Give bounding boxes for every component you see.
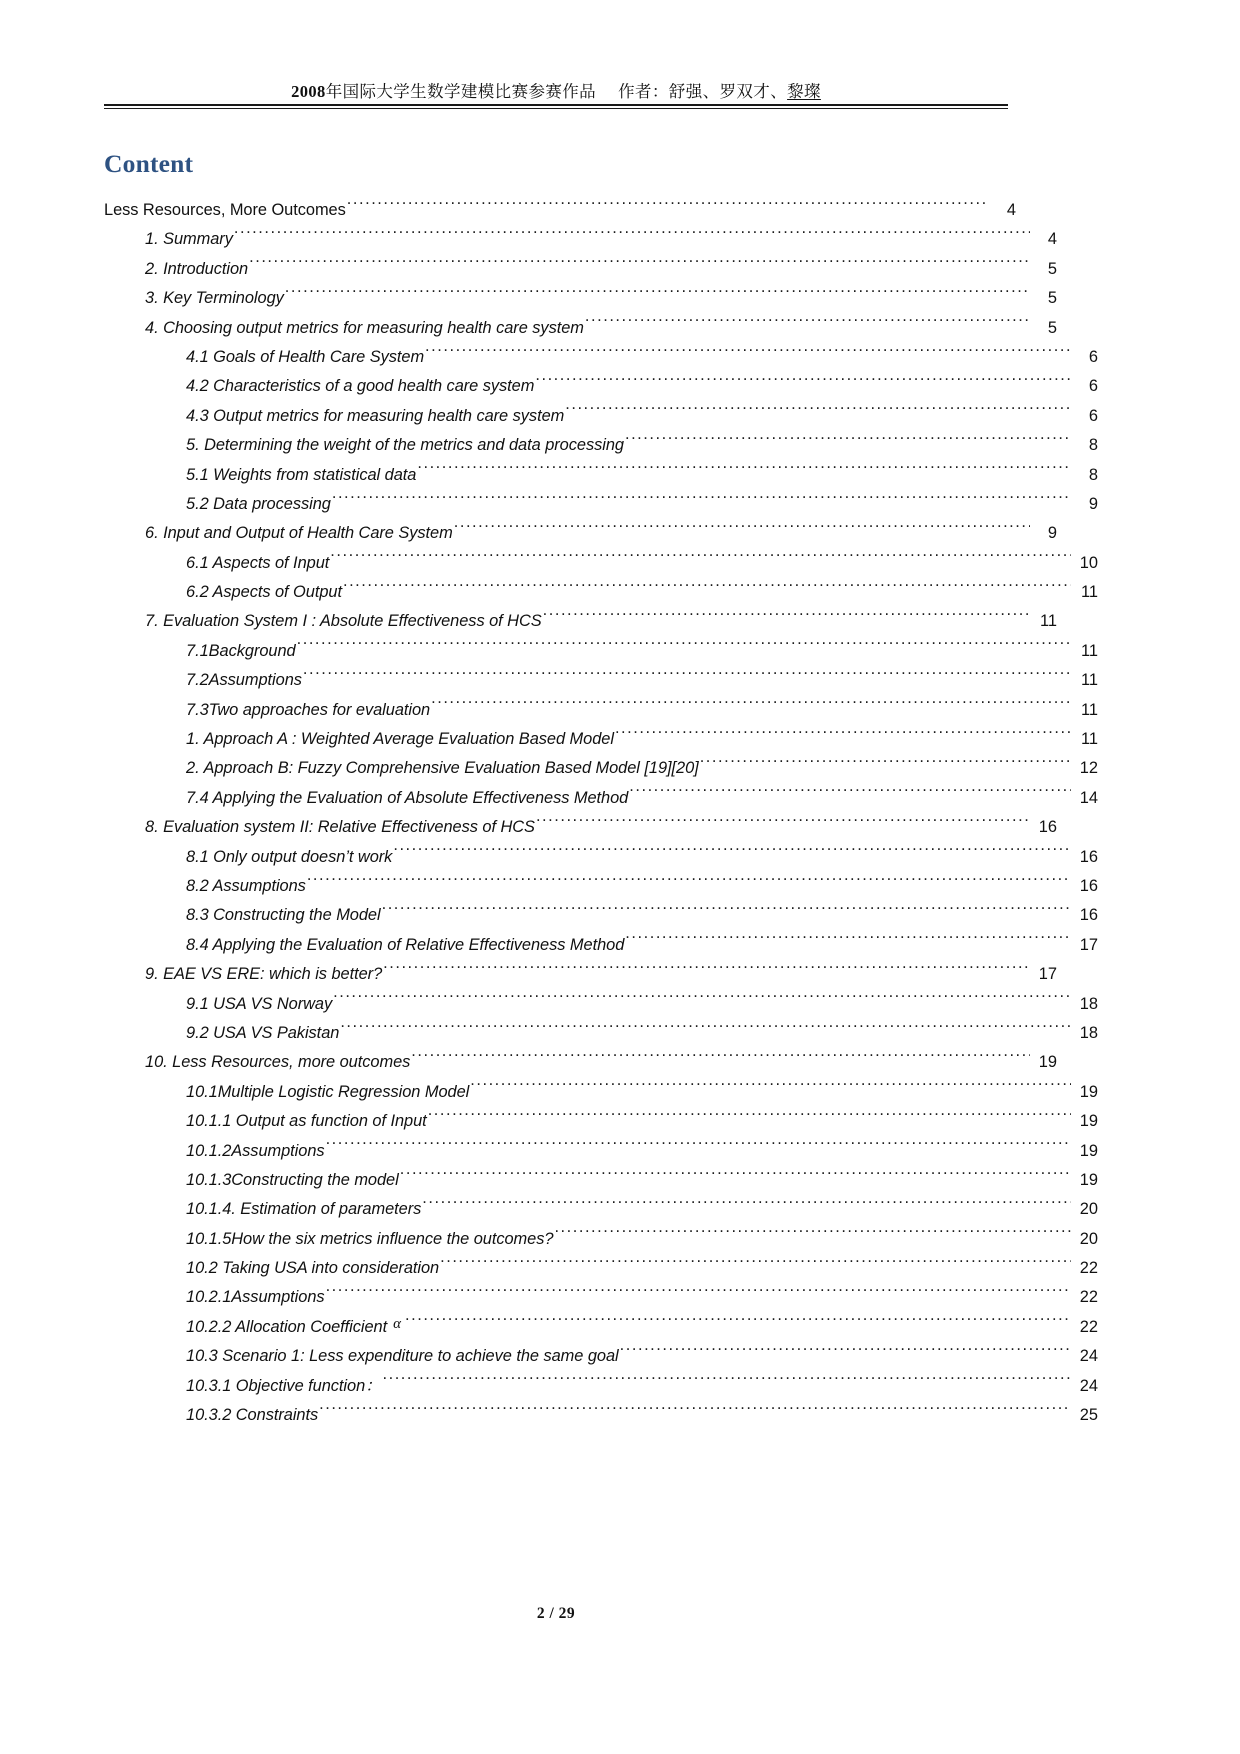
toc-entry-label: 5.1 Weights from statistical data [186, 465, 417, 484]
toc-entry-label: 10.2.1Assumptions [186, 1288, 325, 1307]
toc-entry-page-number: 17 [1038, 965, 1057, 984]
header-year: 2008 [291, 82, 326, 101]
toc-entry-label: 10.1.2Assumptions [186, 1141, 325, 1160]
toc-entry-label: 8.3 Constructing the Model [186, 906, 381, 925]
toc-entry-page-number: 14 [1079, 788, 1098, 807]
dot-leader [332, 493, 1071, 509]
toc-entry-page-number: 22 [1079, 1288, 1098, 1307]
dot-leader [543, 610, 1030, 626]
toc-entry-page-number: 9 [1088, 494, 1098, 513]
dot-leader [340, 1022, 1071, 1038]
toc-entry-label: 10.2 Taking USA into consideration [186, 1259, 440, 1278]
toc-entry[interactable] [104, 960, 1057, 989]
toc-entry-label: 7.3Two approaches for evaluation [186, 700, 431, 719]
toc-entry-label: 9.2 USA VS Pakistan [186, 1023, 340, 1042]
dot-leader [536, 816, 1030, 832]
toc-entry[interactable] [104, 431, 1098, 460]
toc-entry-page-number: 24 [1079, 1347, 1098, 1366]
dot-leader [249, 257, 1030, 273]
dot-leader [382, 904, 1071, 920]
toc-entry[interactable] [104, 901, 1098, 930]
toc-entry-page-number: 9 [1047, 524, 1057, 543]
toc-entry-page-number: 11 [1039, 612, 1057, 631]
toc-entry-label: 10. Less Resources, more outcomes [145, 1053, 411, 1072]
dot-leader [400, 1169, 1071, 1185]
toc-entry-label: 7. Evaluation System I : Absolute Effectiveness of HCS [145, 612, 542, 631]
toc-entry[interactable] [104, 519, 1057, 548]
header-divider [104, 104, 1008, 109]
toc-entry[interactable] [104, 1019, 1098, 1048]
toc-entry-page-number: 5 [1047, 289, 1057, 308]
toc-entry-page-number: 16 [1079, 906, 1098, 925]
toc-entry[interactable] [104, 1313, 1098, 1342]
toc-entry-label: 8.4 Applying the Evaluation of Relative Effectiveness Method [186, 935, 625, 954]
toc-entry-page-number: 12 [1079, 759, 1098, 778]
toc-entry-page-number: 5 [1047, 318, 1057, 337]
toc-entry-label: 10.1Multiple Logistic Regression Model [186, 1082, 470, 1101]
toc-entry[interactable] [104, 461, 1098, 490]
toc-entry-page-number: 6 [1088, 377, 1098, 396]
toc-entry[interactable] [104, 1401, 1098, 1430]
toc-entry-label: 5.2 Data processing [186, 494, 331, 513]
dot-leader [625, 933, 1071, 949]
toc-entry-page-number: 17 [1079, 935, 1098, 954]
dot-leader [629, 786, 1071, 802]
toc-entry-label: 8.2 Assumptions [186, 876, 306, 895]
toc-entry-page-number: 11 [1080, 641, 1098, 660]
dot-leader [326, 1139, 1071, 1155]
dot-leader [585, 316, 1030, 332]
toc-entry-page-number: 20 [1079, 1200, 1098, 1219]
dot-leader [700, 757, 1071, 773]
dot-leader [234, 228, 1030, 244]
toc-entry[interactable] [104, 637, 1098, 666]
toc-entry-page-number: 18 [1079, 994, 1098, 1013]
toc-entry-label: 10.1.3Constructing the model [186, 1170, 399, 1189]
header-author-last: 黎璨 [787, 82, 821, 101]
toc-entry-label: 3. Key Terminology [145, 289, 284, 308]
header-title-cn: 年国际大学生数学建模比赛参赛作品 [325, 82, 597, 101]
dot-leader [343, 581, 1071, 597]
toc-entry-page-number: 18 [1079, 1023, 1098, 1042]
dot-leader [319, 1404, 1071, 1420]
toc-entry[interactable] [104, 1225, 1098, 1254]
dot-leader [422, 1198, 1071, 1214]
dot-leader [393, 845, 1071, 861]
toc-entry-page-number: 20 [1079, 1229, 1098, 1248]
toc-entry-page-number: 16 [1079, 847, 1098, 866]
toc-entry[interactable] [104, 990, 1098, 1019]
toc-entry-page-number: 16 [1038, 818, 1057, 837]
toc-entry-label: 10.1.1 Output as function of Input [186, 1112, 427, 1131]
toc-entry[interactable] [104, 696, 1098, 725]
dot-leader [307, 875, 1071, 891]
toc-entry-label: 4.2 Characteristics of a good health care system [186, 377, 535, 396]
dot-leader [620, 1345, 1071, 1361]
toc-entry[interactable] [104, 1048, 1057, 1077]
toc-entry-page-number: 8 [1088, 436, 1098, 455]
dot-leader [440, 1257, 1071, 1273]
toc-entry-label: 6. Input and Output of Health Care System [145, 524, 453, 543]
toc-entry-page-number: 19 [1079, 1141, 1098, 1160]
toc-entry-label: 10.2.2 Allocation Coefficient [186, 1317, 388, 1336]
toc-entry-page-number: 19 [1079, 1170, 1098, 1189]
toc-entry-page-number: 5 [1047, 259, 1057, 278]
table-of-contents [104, 196, 1098, 1430]
toc-entry-page-number: 19 [1079, 1082, 1098, 1101]
dot-leader [411, 1051, 1030, 1067]
toc-entry-page-number: 11 [1080, 583, 1098, 602]
dot-leader [405, 1315, 1071, 1331]
toc-entry-label: 6.1 Aspects of Input [186, 553, 330, 572]
dot-leader [428, 1110, 1071, 1126]
dot-leader [615, 728, 1071, 744]
toc-entry-label: 9.1 USA VS Norway [186, 994, 333, 1013]
dot-leader [425, 346, 1071, 362]
toc-entry[interactable] [104, 1254, 1098, 1283]
toc-entry[interactable] [104, 931, 1098, 960]
toc-entry-label: 10.3.2 Constraints [186, 1406, 319, 1425]
toc-entry[interactable] [104, 255, 1057, 284]
toc-entry-label: 2. Approach B: Fuzzy Comprehensive Evaluation Based Model [19][20] [186, 759, 699, 778]
toc-entry-page-number: 22 [1079, 1317, 1098, 1336]
toc-entry-page-number: 4 [1047, 230, 1057, 249]
toc-entry-page-number: 16 [1079, 876, 1098, 895]
dot-leader [431, 698, 1071, 714]
toc-entry[interactable] [104, 314, 1057, 343]
toc-entry[interactable] [104, 196, 1016, 225]
toc-entry-page-number: 11 [1080, 730, 1098, 749]
toc-entry-label: 2. Introduction [145, 259, 249, 278]
toc-entry-page-number: 19 [1038, 1053, 1057, 1072]
toc-entry[interactable] [104, 1195, 1098, 1224]
toc-entry[interactable] [104, 666, 1098, 695]
alpha-symbol: α [393, 1315, 402, 1332]
toc-entry[interactable] [104, 549, 1098, 578]
toc-entry[interactable] [104, 872, 1098, 901]
toc-entry-label: 7.2Assumptions [186, 671, 302, 690]
toc-entry[interactable] [104, 284, 1057, 313]
dot-leader [326, 1286, 1071, 1302]
toc-entry-label: 5. Determining the weight of the metrics and data processing [186, 436, 624, 455]
toc-entry-label: 4.3 Output metrics for measuring health care system [186, 406, 565, 425]
running-header [104, 78, 1008, 102]
dot-leader [454, 522, 1030, 538]
dot-leader [554, 1227, 1071, 1243]
toc-entry-label: 7.4 Applying the Evaluation of Absolute Effectiveness Method [186, 788, 629, 807]
toc-entry-page-number: 6 [1088, 406, 1098, 425]
toc-entry[interactable] [104, 1372, 1098, 1401]
toc-entry-label: 10.3 Scenario 1: Less expenditure to achieve the same goal [186, 1347, 619, 1366]
header-authors-label: 作者：舒强、罗双才、 [618, 82, 788, 101]
dot-leader [303, 669, 1071, 685]
toc-entry[interactable] [104, 402, 1098, 431]
toc-entry-page-number: 6 [1088, 347, 1098, 366]
toc-entry[interactable] [104, 372, 1098, 401]
dot-leader [330, 551, 1071, 567]
toc-entry-label: 9. EAE VS ERE: which is better? [145, 965, 383, 984]
toc-entry-page-number: 25 [1079, 1406, 1098, 1425]
dot-leader [470, 1080, 1071, 1096]
toc-entry-page-number: 10 [1079, 553, 1098, 572]
toc-entry-page-number: 4 [1006, 201, 1016, 219]
dot-leader [333, 992, 1071, 1008]
toc-entry-label: 4. Choosing output metrics for measuring health care system [145, 318, 584, 337]
dot-leader [565, 404, 1071, 420]
toc-entry-page-number: 8 [1088, 465, 1098, 484]
toc-entry-label: 6.2 Aspects of Output [186, 583, 342, 602]
toc-entry[interactable] [104, 1342, 1098, 1371]
dot-leader [347, 199, 989, 215]
dot-leader [297, 639, 1071, 655]
dot-leader [417, 463, 1071, 479]
footer-page-number: 2 / 29 [536, 1605, 576, 1622]
page-title: Content [104, 149, 194, 178]
dot-leader [383, 1374, 1072, 1390]
toc-entry-label: 10.1.5How the six metrics influence the outcomes? [186, 1229, 554, 1248]
toc-entry-page-number: 19 [1079, 1112, 1098, 1131]
toc-entry[interactable] [104, 1107, 1098, 1136]
toc-entry[interactable] [104, 754, 1098, 783]
dot-leader [535, 375, 1071, 391]
toc-entry-page-number: 11 [1080, 671, 1098, 690]
toc-entry-label: 1. Summary [145, 230, 233, 249]
toc-entry[interactable] [104, 813, 1057, 842]
toc-entry[interactable] [104, 1137, 1098, 1166]
toc-entry-label: 8.1 Only output doesn’t work [186, 847, 393, 866]
toc-entry-label: Less Resources, More Outcomes [104, 201, 346, 219]
dot-leader [285, 287, 1030, 303]
toc-entry[interactable] [104, 1078, 1098, 1107]
toc-entry[interactable] [104, 578, 1098, 607]
toc-entry-label: 7.1Background [186, 641, 296, 660]
toc-entry[interactable] [104, 725, 1098, 754]
toc-entry[interactable] [104, 490, 1098, 519]
toc-entry-page-number: 11 [1080, 700, 1098, 719]
toc-entry[interactable] [104, 225, 1057, 254]
toc-entry[interactable] [104, 1283, 1098, 1312]
toc-entry[interactable] [104, 843, 1098, 872]
toc-entry-page-number: 22 [1079, 1259, 1098, 1278]
toc-entry-page-number: 24 [1079, 1376, 1098, 1395]
toc-entry-label: 4.1 Goals of Health Care System [186, 347, 425, 366]
toc-entry-label: 10.3.1 Objective function： [186, 1376, 382, 1395]
toc-entry-label: 8. Evaluation system II: Relative Effectiveness of HCS [145, 818, 535, 837]
dot-leader [625, 434, 1071, 450]
toc-entry[interactable] [104, 607, 1057, 636]
toc-entry-label: 10.1.4. Estimation of parameters [186, 1200, 422, 1219]
toc-entry[interactable] [104, 343, 1098, 372]
toc-entry-label: 1. Approach A : Weighted Average Evaluation Based Model [186, 730, 614, 749]
toc-entry[interactable] [104, 1166, 1098, 1195]
toc-entry[interactable] [104, 784, 1098, 813]
dot-leader [383, 963, 1030, 979]
